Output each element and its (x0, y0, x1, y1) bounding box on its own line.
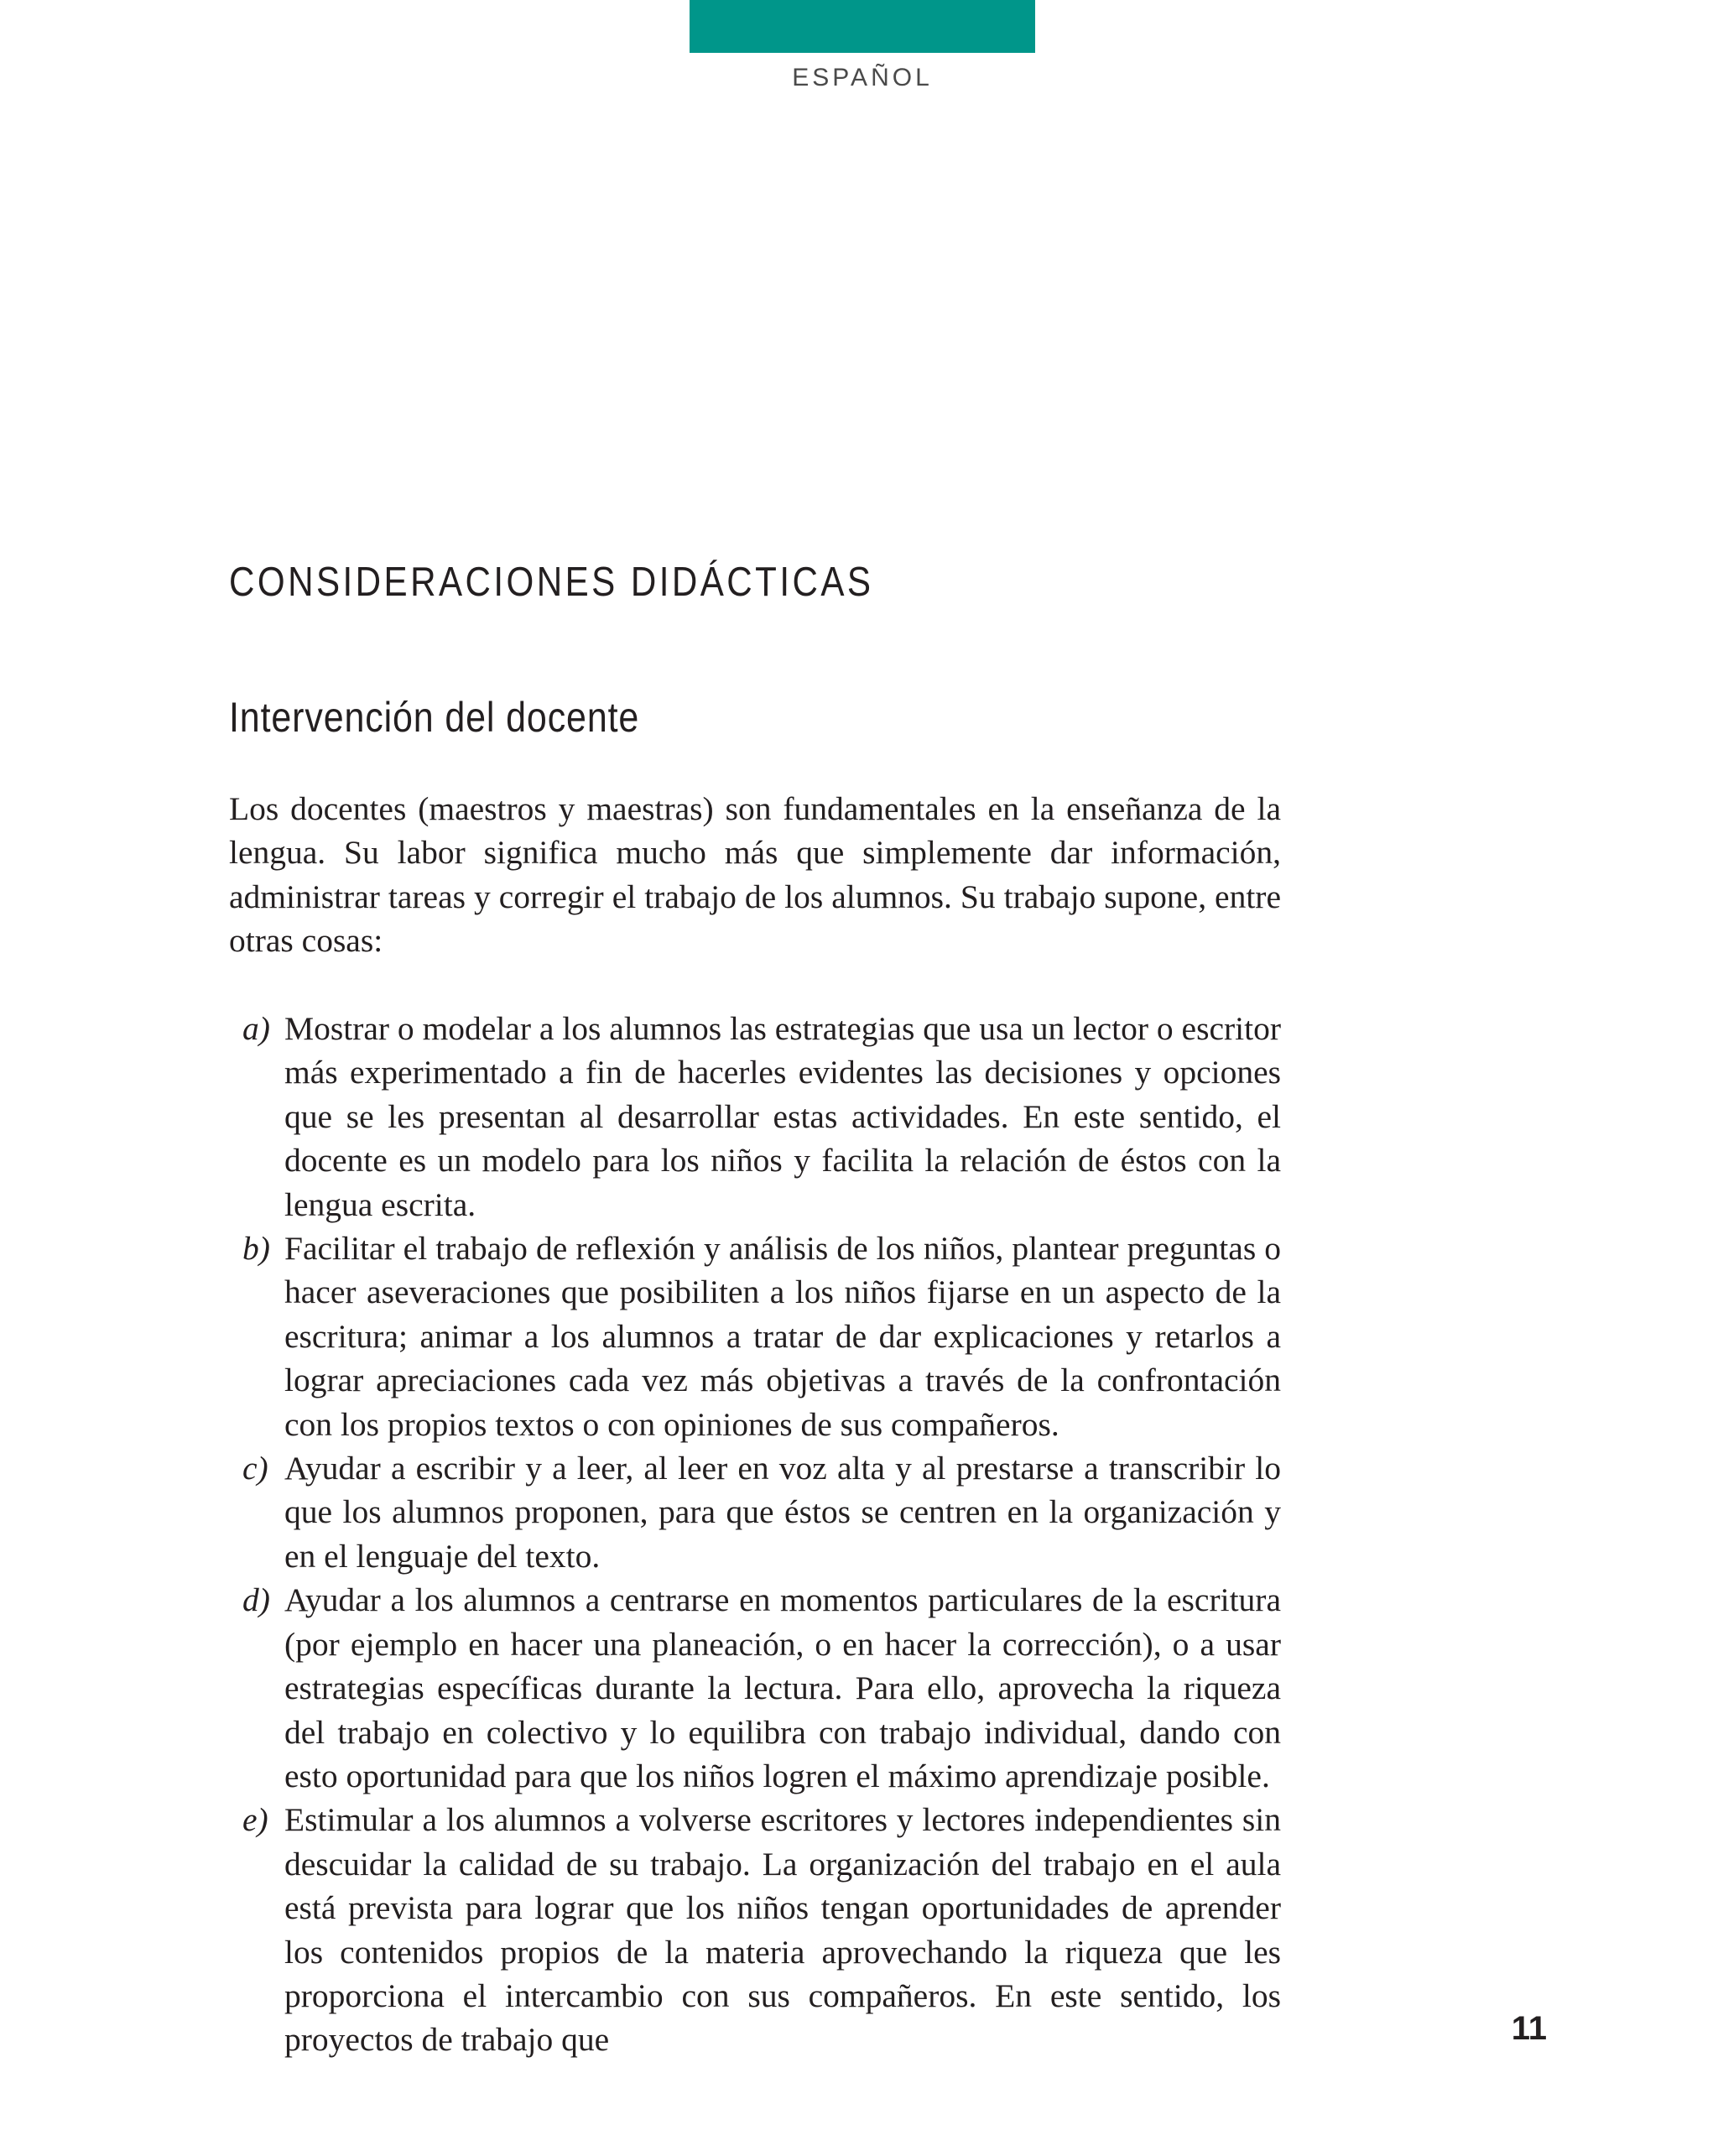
list-marker: e) (242, 1801, 268, 1839)
header-color-tab (690, 0, 1035, 53)
list-marker: b) (242, 1230, 270, 1268)
list-item-text: Estimular a los alumnos a volverse escritores y lectores independientes sin descuidar la calidad de su trabajo. La organización del trabajo en el aula está prevista para lograr que los niños tengan oportunidades de aprender los contenidos propios de la materia aprovechando la riqueza que les proporciona el intercambio con sus compañeros. En este sentido, los proyectos de trabajo que (284, 1801, 1281, 2059)
list-marker: d) (242, 1581, 270, 1619)
list-item-text: Ayudar a los alumnos a centrarse en momentos particulares de la escritura (por ejemplo en hacer una planeación, o en hacer la corrección), o a usar estrategias específicas durante la lectura. Para ello, aprovecha la riqueza del trabajo en colectivo y lo equilibra con trabajo individual, dando con esto oportunidad para que los niños logren el máximo aprendizaje posible. (284, 1581, 1281, 1794)
page-number: 11 (1511, 2010, 1547, 2047)
list-marker: a) (242, 1010, 270, 1047)
section-title: CONSIDERACIONES DIDÁCTICAS (229, 560, 874, 605)
list-item (229, 1798, 1281, 2061)
list-item (229, 1007, 1281, 1226)
list-item-text: Facilitar el trabajo de reflexión y análisis de los niños, plantear preguntas o hacer aseveraciones que posibiliten a los niños fijarse en un aspecto de la escritura; animar a los alumnos a tratar de dar explicaciones y retarlos a lograr apreciaciones cada vez más objetivas a través de la confrontación con los propios textos o con opiniones de sus compañeros. (284, 1230, 1281, 1443)
list-marker: c) (242, 1450, 268, 1487)
list-item (229, 1578, 1281, 1798)
subsection-title: Intervención del docente (229, 694, 640, 741)
intro-paragraph: Los docentes (maestros y maestras) son fundamentales en la enseñanza de la lengua. Su labor significa mucho más que simplemente dar información, administrar tareas y corregir el trabajo de los alumnos. Su trabajo supone, entre otras cosas: (229, 790, 1281, 960)
intervention-list (229, 1007, 1281, 2062)
list-item (229, 1226, 1281, 1446)
list-item-text: Mostrar o modelar a los alumnos las estrategias que usa un lector o escritor más experimentado a fin de hacerles evidentes las decisiones y opciones que se les presentan al desarrollar estas actividades. En este sentido, el docente es un modelo para los niños y facilita la relación de éstos con la lengua escrita. (284, 1010, 1281, 1223)
list-item (229, 1446, 1281, 1578)
list-item-text: Ayudar a escribir y a leer, al leer en voz alta y al prestarse a transcribir lo que los alumnos proponen, para que éstos se centren en la organización y en el lenguaje del texto. (284, 1450, 1281, 1575)
running-head: ESPAÑOL (792, 64, 933, 91)
